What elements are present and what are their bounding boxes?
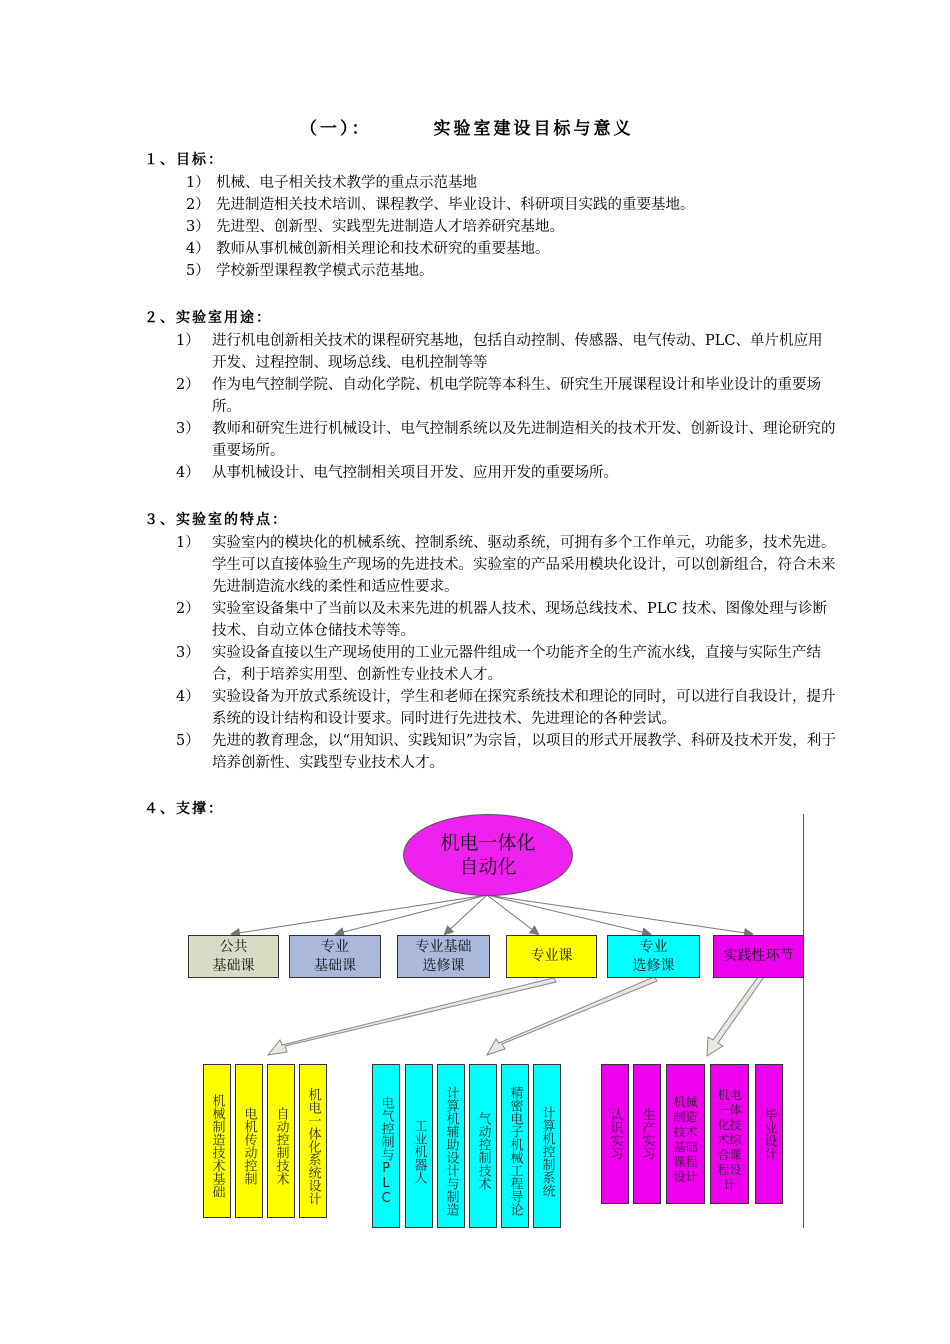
leaf-box: 精密电子机械工程导论 [501,1064,529,1228]
block-arrow [268,973,556,1055]
connector-line [487,895,752,934]
section-heading-features: ３、实验室的特点： [144,512,288,528]
leaf-box: 计算机控制系统 [533,1064,561,1228]
leaf-box: 计算机辅助设计与制造 [437,1064,465,1228]
leaf-box: 自动控制技术 [267,1064,295,1218]
list-item: 2） 作为电气控制学院、自动化学院、机电学院等本科生、研究生开展课程设计和毕业设计的重要场所。 [176,377,821,415]
title-part2: 实验室建设目标与意义 [433,119,634,139]
divider-line [803,814,804,1228]
list-item: 1） 进行机电创新相关技术的课程研究基地，包括自动控制、传感器、电气传动、PLC、单片机应用开发、过程控制、现场总线、电机控制等等 [176,333,823,371]
category-box: 专业 选修课 [607,935,700,978]
list-item: 4） 教师从事机械创新相关理论和技术研究的重要基地。 [186,241,550,257]
section-heading-support: ４、支撑： [144,801,224,817]
section-heading-goals: １、目标： [144,152,224,168]
list-item: 5） 学校新型课程教学模式示范基地。 [186,263,434,279]
category-box: 专业课 [506,935,597,978]
category-box: 公共 基础课 [188,935,279,978]
list-item: 4） 实验设备为开放式系统设计，学生和老师在探究系统技术和理论的同时，可以进行自我设计，提升系统的设计结构和设计要求。同时进行先进技术、先进理论的各种尝试。 [176,689,836,727]
leaf-box: 生产实习 [633,1064,661,1204]
leaf-box: 工业机器人 [405,1064,433,1228]
list-item: 3） 教师和研究生进行机械设计、电气控制系统以及先进制造相关的技术开发、创新设计、理论研究的重要场所。 [176,421,836,459]
category-box: 实践性环节 [713,935,804,978]
list-item: 4） 从事机械设计、电气控制相关项目开发、应用开发的重要场所。 [176,465,618,481]
connector-line [487,895,650,934]
block-arrow [487,973,657,1055]
list-item: 1） 实验室内的模块化的机械系统、控制系统、驱动系统，可拥有多个工作单元，功能多，技术先进。学生可以直接体验生产现场的先进技术。实验室的产品采用模块化设计，可以创新组合，符合未来先进制造流水线的柔性和适应性要求。 [176,535,836,595]
leaf-box: 毕业设计 [755,1064,783,1204]
leaf-box: 电机传动控制 [235,1064,263,1218]
list-item: 2） 先进制造相关技术培训、课程教学、毕业设计、科研项目实践的重要基地。 [186,197,695,213]
list-item: 3） 实验设备直接以生产现场使用的工业元器件组成一个功能齐全的生产流水线，直接与实际生产结合，利于培养实用型、创新性专业技术人才。 [176,645,821,683]
leaf-box: 机械制造技术基础 [203,1064,231,1218]
section-heading-uses: ２、实验室用途： [144,310,272,326]
leaf-box: 认识实习 [601,1064,629,1204]
category-box: 专业基础 选修课 [397,935,490,978]
category-box: 专业 基础课 [289,935,381,978]
leaf-box: 机电一体化系统设计 [299,1064,327,1218]
list-item: 3） 先进型、创新型、实践型先进制造人才培养研究基地。 [186,219,564,235]
root-node: 机电一体化 自动化 [403,814,573,896]
title-part1: （一）： [300,119,372,139]
leaf-box: 机械制造技术基础课程设计 [666,1064,705,1204]
leaf-box: 电气控制与PLC [372,1064,400,1228]
list-item: 2） 实验室设备集中了当前以及未来先进的机器人技术、现场总线技术、PLC 技术、图像处理与诊断技术、自动立体仓储技术等等。 [176,601,828,639]
block-arrow [707,973,764,1056]
list-item: 5） 先进的教育理念，以“用知识、实践知识”为宗旨，以项目的形式开展教学、科研及技术开发，利于培养创新性、实践型专业技术人才。 [176,733,836,771]
leaf-box: 气动控制技术 [469,1064,497,1228]
list-item: 1） 机械、电子相关技术教学的重点示范基地 [186,175,477,191]
leaf-box: 机电一体化技术综合课程设计 [710,1064,749,1204]
